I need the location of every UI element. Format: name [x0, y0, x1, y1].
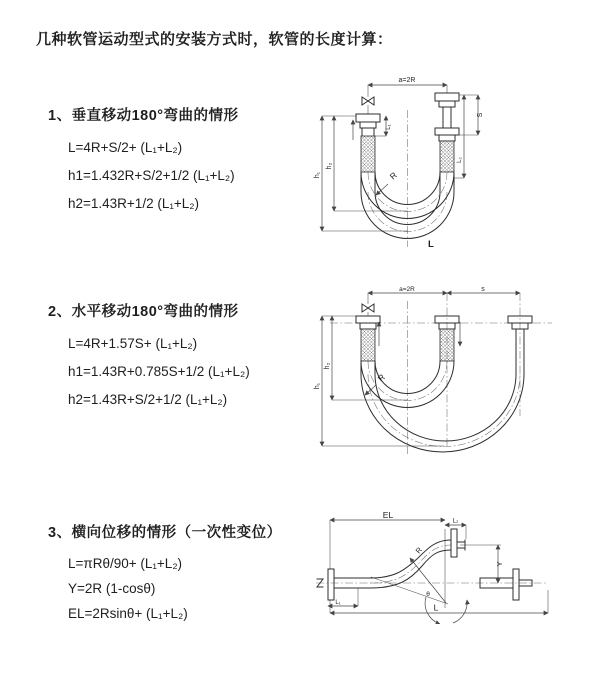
d1-dim-l2-label: L₂ — [457, 157, 463, 163]
section-1-formula-h1: h1=1.432R+S/2+1/2 (L₁+L₂) — [68, 168, 235, 183]
d3-labels — [335, 512, 504, 613]
d1-labels — [314, 77, 484, 250]
d2-labels — [314, 286, 485, 389]
braided-section — [361, 329, 375, 361]
section-3 — [36, 521, 282, 626]
section-2-formula-h2: h2=1.43R+S/2+1/2 (L₁+L₂) — [68, 392, 228, 407]
d3-dim-y-label: Y — [495, 561, 504, 567]
section-3-heading: 3、横向位移的情形（一次性变位） — [48, 525, 282, 541]
braided-section — [361, 136, 375, 172]
d2-dim-h2-label: h₂ — [324, 362, 331, 370]
section-3-formula-el: EL=2Rsinθ+ (L₁+L₂) — [68, 606, 188, 621]
d1-dim-a-label: a=2R — [398, 77, 416, 84]
section-1-formula-h2: h2=1.43R+1/2 (L₁+L₂) — [68, 196, 200, 211]
section-2-heading: 2、水平移动180°弯曲的情形 — [48, 304, 239, 320]
braided-section — [440, 141, 454, 172]
d3-dim-l2-label: L₂ — [452, 518, 459, 525]
section-2 — [36, 300, 250, 414]
section-1 — [36, 104, 239, 218]
d1-length-label: L — [428, 239, 434, 250]
d2-centerlines — [330, 293, 552, 454]
d2-dim-a-label: a=2R — [399, 286, 415, 293]
flange — [328, 569, 334, 600]
d1-dim-h1-label: h₁ — [314, 171, 321, 179]
d3-radius-label: R — [413, 545, 425, 556]
section-3-formula-l: L=πRθ/90+ (L₁+L₂) — [68, 556, 183, 571]
d3-dim-l-label: L — [433, 602, 439, 613]
braided-section — [440, 329, 454, 361]
d1-dim-h2-label: h₂ — [326, 162, 333, 170]
section-1-formula-l: L=4R+S/2+ (L₁+L₂) — [68, 140, 183, 155]
d2-dim-s-label: s — [481, 286, 485, 293]
d3-dim-el-label: EL — [382, 512, 394, 520]
d3-angle-label: θ — [426, 591, 430, 598]
d2-dim-h1-label: h₁ — [314, 382, 321, 390]
section-2-formula-h1: h1=1.43R+0.785S+1/2 (L₁+L₂) — [68, 364, 250, 379]
diagram-1-vertical-180-bend — [312, 70, 590, 252]
page-title: 几种软管运动型式的安装方式时，软管的长度计算： — [36, 31, 393, 48]
d1-dim-l1-label: L₁ — [386, 124, 392, 130]
d2-dimension-lines — [322, 293, 520, 446]
valve-icon — [362, 304, 374, 312]
valve-icon — [362, 97, 374, 105]
section-3-formula-y: Y=2R (1-cosθ) — [68, 581, 156, 596]
d1-radius-label: R — [387, 169, 399, 182]
flange — [513, 569, 519, 600]
diagram-3-lateral-displacement — [308, 512, 578, 624]
section-1-heading: 1、垂直移动180°弯曲的情形 — [48, 108, 239, 124]
d1-dim-s-label: S — [477, 112, 484, 118]
d2-radius-label: R — [375, 371, 387, 384]
diagram-2-horizontal-180-bend — [312, 286, 590, 461]
flange — [451, 529, 457, 557]
d3-dim-l1-label: L₁ — [335, 600, 341, 606]
section-2-formula-l: L=4R+1.57S+ (L₁+L₂) — [68, 336, 198, 351]
